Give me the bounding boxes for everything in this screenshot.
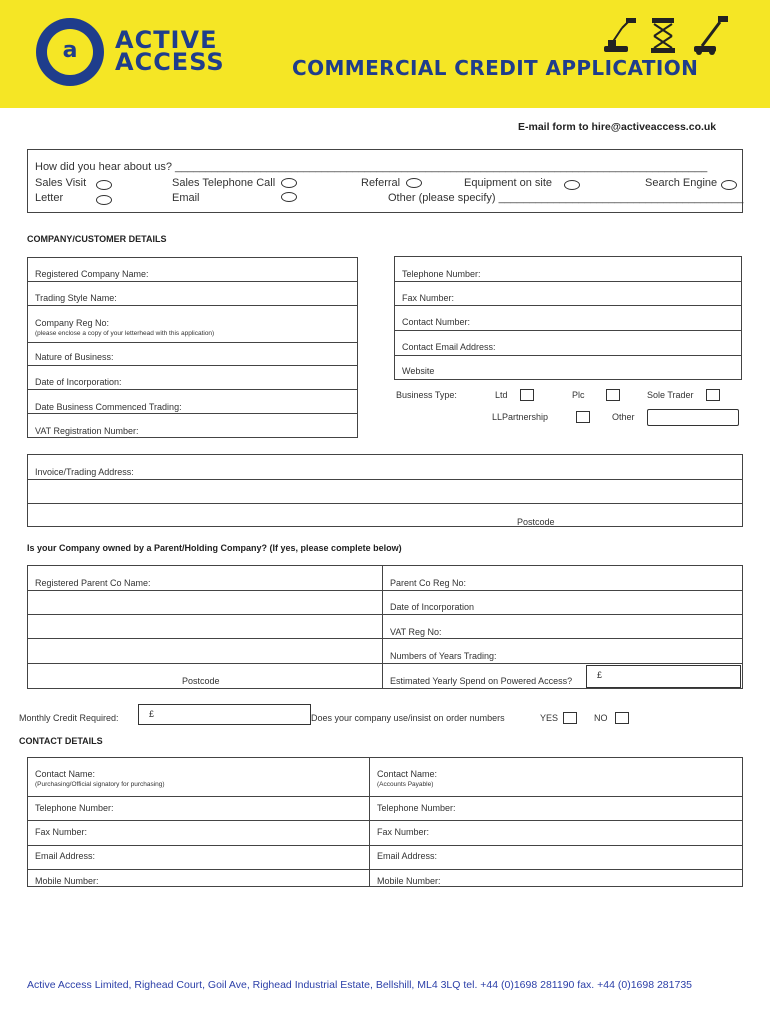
boom-lift-icon bbox=[690, 14, 732, 56]
option-referral-label: Referral bbox=[361, 177, 401, 189]
sales-visit-radio[interactable] bbox=[96, 180, 112, 190]
plc-checkbox[interactable] bbox=[606, 389, 620, 401]
years-trading-label: Numbers of Years Trading: bbox=[390, 651, 497, 661]
email-radio[interactable] bbox=[281, 192, 297, 202]
order-numbers-no-checkbox[interactable] bbox=[615, 712, 629, 724]
yearly-spend-label: Estimated Yearly Spend on Powered Access? bbox=[390, 676, 573, 686]
email-instruction: E-mail form to hire@activeaccess.co.uk bbox=[518, 121, 717, 133]
invoice-address-label: Invoice/Trading Address: bbox=[35, 467, 134, 477]
nature-of-business-label: Nature of Business: bbox=[35, 352, 114, 362]
sole-trader-label: Sole Trader bbox=[647, 390, 694, 400]
contact-email-label: Contact Email Address: bbox=[402, 342, 496, 352]
order-numbers-yes-checkbox[interactable] bbox=[563, 712, 577, 724]
letterhead-note: (please enclose a copy of your letterhead with this application) bbox=[35, 330, 215, 337]
invoice-address-box bbox=[27, 454, 743, 527]
fax-number-label: Fax Number: bbox=[402, 293, 455, 303]
parent-co-reg-label: Parent Co Reg No: bbox=[390, 578, 467, 588]
plc-label: Plc bbox=[572, 390, 585, 400]
llp-checkbox[interactable] bbox=[576, 411, 590, 423]
contact-fax-left-label: Fax Number: bbox=[35, 827, 88, 837]
parent-incorporation-label: Date of Incorporation bbox=[390, 602, 475, 612]
contact-telephone-left-label: Telephone Number: bbox=[35, 803, 114, 813]
search-engine-radio[interactable] bbox=[721, 180, 737, 190]
contact-fax-right-label: Fax Number: bbox=[377, 827, 430, 837]
order-numbers-question: Does your company use/insist on order numbers bbox=[311, 713, 505, 723]
footer-address: Active Access Limited, Righead Court, Goil Ave, Righead Industrial Estate, Bellshill, ML4 3LQ tel. +44 (0)1698 281190 fax. +44 (0)1698 281735 bbox=[27, 979, 693, 991]
logo-letter: a bbox=[62, 38, 78, 63]
registered-company-name-label: Registered Company Name: bbox=[35, 269, 149, 279]
date-of-incorporation-label: Date of Incorporation: bbox=[35, 377, 122, 387]
monthly-credit-label: Monthly Credit Required: bbox=[19, 713, 119, 723]
trading-style-label: Trading Style Name: bbox=[35, 293, 117, 303]
llp-label: LLPartnership bbox=[492, 412, 549, 422]
contact-mobile-right-label: Mobile Number: bbox=[377, 876, 441, 886]
company-logo bbox=[36, 18, 104, 86]
date-commenced-trading-label: Date Business Commenced Trading: bbox=[35, 402, 182, 412]
parent-postcode-label: Postcode bbox=[182, 676, 220, 686]
option-other-label: Other (please specify) ________________________________________ bbox=[388, 192, 744, 204]
contact-mobile-left-label: Mobile Number: bbox=[35, 876, 99, 886]
contact-section-heading: CONTACT DETAILS bbox=[19, 736, 103, 746]
option-email-label: Email bbox=[172, 192, 200, 204]
equipment-on-site-radio[interactable] bbox=[564, 180, 580, 190]
parent-co-name-label: Registered Parent Co Name: bbox=[35, 578, 151, 588]
sole-trader-checkbox[interactable] bbox=[706, 389, 720, 401]
option-search-engine-label: Search Engine bbox=[645, 177, 718, 189]
contact-number-label: Contact Number: bbox=[402, 317, 471, 327]
brand-line-2: ACCESS bbox=[115, 48, 225, 76]
invoice-postcode-label: Postcode bbox=[517, 517, 555, 527]
option-equipment-label: Equipment on site bbox=[464, 177, 553, 189]
company-section-heading: COMPANY/CUSTOMER DETAILS bbox=[27, 234, 167, 244]
header-banner bbox=[0, 0, 770, 108]
hear-about-question: How did you hear about us? _______________________________________________________________________________________ bbox=[35, 161, 708, 173]
company-reg-no-label: Company Reg No: bbox=[35, 318, 110, 328]
other-business-type-input[interactable] bbox=[647, 409, 739, 426]
parent-vat-label: VAT Reg No: bbox=[390, 627, 442, 637]
yearly-spend-currency: £ bbox=[597, 670, 603, 680]
contact-telephone-right-label: Telephone Number: bbox=[377, 803, 456, 813]
contact-name-right-label: Contact Name: bbox=[377, 769, 438, 779]
contact-name-left-label: Contact Name: bbox=[35, 769, 96, 779]
referral-radio[interactable] bbox=[406, 178, 422, 188]
letter-radio[interactable] bbox=[96, 195, 112, 205]
website-label: Website bbox=[402, 366, 435, 376]
purchasing-note: (Purchasing/Official signatory for purchasing) bbox=[35, 781, 165, 788]
ltd-checkbox[interactable] bbox=[520, 389, 534, 401]
contact-email-left-label: Email Address: bbox=[35, 851, 96, 861]
scissor-lift-icon bbox=[648, 16, 678, 56]
accounts-payable-note: (Accounts Payable) bbox=[377, 781, 434, 788]
scissor-lift-tracked-icon bbox=[600, 16, 640, 56]
brand-line-1: ACTIVE bbox=[115, 26, 218, 54]
other-type-label: Other bbox=[612, 412, 635, 422]
page-title: COMMERCIAL CREDIT APPLICATION bbox=[292, 56, 699, 80]
vat-registration-label: VAT Registration Number: bbox=[35, 426, 139, 436]
contact-email-right-label: Email Address: bbox=[377, 851, 438, 861]
option-letter-label: Letter bbox=[35, 192, 64, 204]
option-sales-telephone-label: Sales Telephone Call bbox=[172, 177, 276, 189]
parent-company-question: Is your Company owned by a Parent/Holding Company? (If yes, please complete below) bbox=[27, 543, 402, 553]
option-sales-visit-label: Sales Visit bbox=[35, 177, 87, 189]
ltd-label: Ltd bbox=[495, 390, 508, 400]
sales-telephone-radio[interactable] bbox=[281, 178, 297, 188]
yes-label: YES bbox=[540, 713, 559, 723]
no-label: NO bbox=[594, 713, 608, 723]
yearly-spend-input[interactable] bbox=[586, 665, 741, 688]
business-type-label: Business Type: bbox=[396, 390, 457, 400]
telephone-number-label: Telephone Number: bbox=[402, 269, 481, 279]
monthly-credit-input[interactable] bbox=[138, 704, 311, 725]
monthly-credit-currency: £ bbox=[149, 709, 155, 719]
